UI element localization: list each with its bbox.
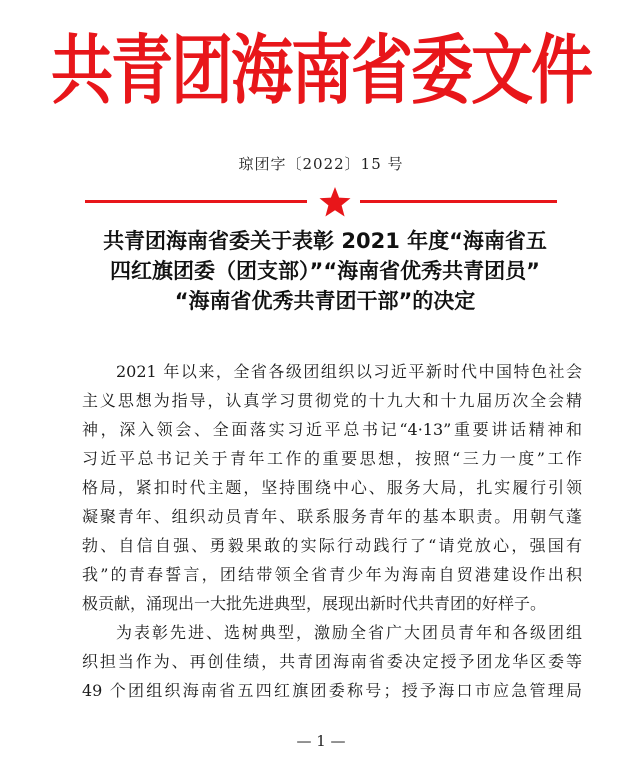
title-line: 四红旗团委（团支部）”“海南省优秀共青团员” xyxy=(110,259,540,283)
document-body xyxy=(82,357,582,705)
body-line: 织担当作为、再创佳绩，共青团海南省委决定授予团龙华区委等 xyxy=(82,652,582,671)
body-line: 凝聚青年、组织动员青年、联系服务青年的基本职责。用朝气蓬 xyxy=(82,507,582,526)
red-divider-left xyxy=(85,200,307,203)
title-line: “海南省优秀共青团干部”的决定 xyxy=(174,289,476,313)
body-line: 2021 年以来，全省各级团组织以习近平新时代中国特色社会 xyxy=(116,362,582,381)
red-star-icon xyxy=(318,185,352,219)
body-line: 为表彰先进、选树典型，激励全省广大团员青年和各级团组 xyxy=(116,623,582,642)
body-line: 习近平总书记关于青年工作的重要思想，按照“三力一度”工作 xyxy=(82,449,582,468)
body-line: 勃、自信自强、勇毅果敢的实际行动践行了“请党放心，强国有 xyxy=(82,536,582,555)
body-line: 极贡献，涌现出一大批先进典型，展现出新时代共青团的好样子。 xyxy=(82,594,547,613)
title-line: 共青团海南省委关于表彰 2021 年度“海南省五 xyxy=(103,229,547,253)
body-paragraph xyxy=(82,618,582,705)
page-number: — 1 — xyxy=(296,732,346,750)
document-number: 琼团字〔2022〕15 号 xyxy=(238,155,404,173)
document-masthead: 共青团海南省委文件 xyxy=(50,25,591,115)
body-line: 我”的青春誓言，团结带领全省青少年为海南自贸港建设作出积 xyxy=(82,565,582,584)
body-line: 神，深入领会、全面落实习近平总书记“4·13”重要讲话精神和 xyxy=(82,420,582,439)
document-title xyxy=(70,226,580,316)
body-paragraph xyxy=(82,357,582,618)
body-line: 主义思想为指导，认真学习贯彻党的十九大和十九届历次全会精 xyxy=(82,391,582,410)
body-line: 格局，紧扣时代主题，坚持围绕中心、服务大局，扎实履行引领 xyxy=(82,478,582,497)
red-divider-right xyxy=(360,200,557,203)
body-line: 49 个团组织海南省五四红旗团委称号；授予海口市应急管理局 xyxy=(82,681,582,700)
